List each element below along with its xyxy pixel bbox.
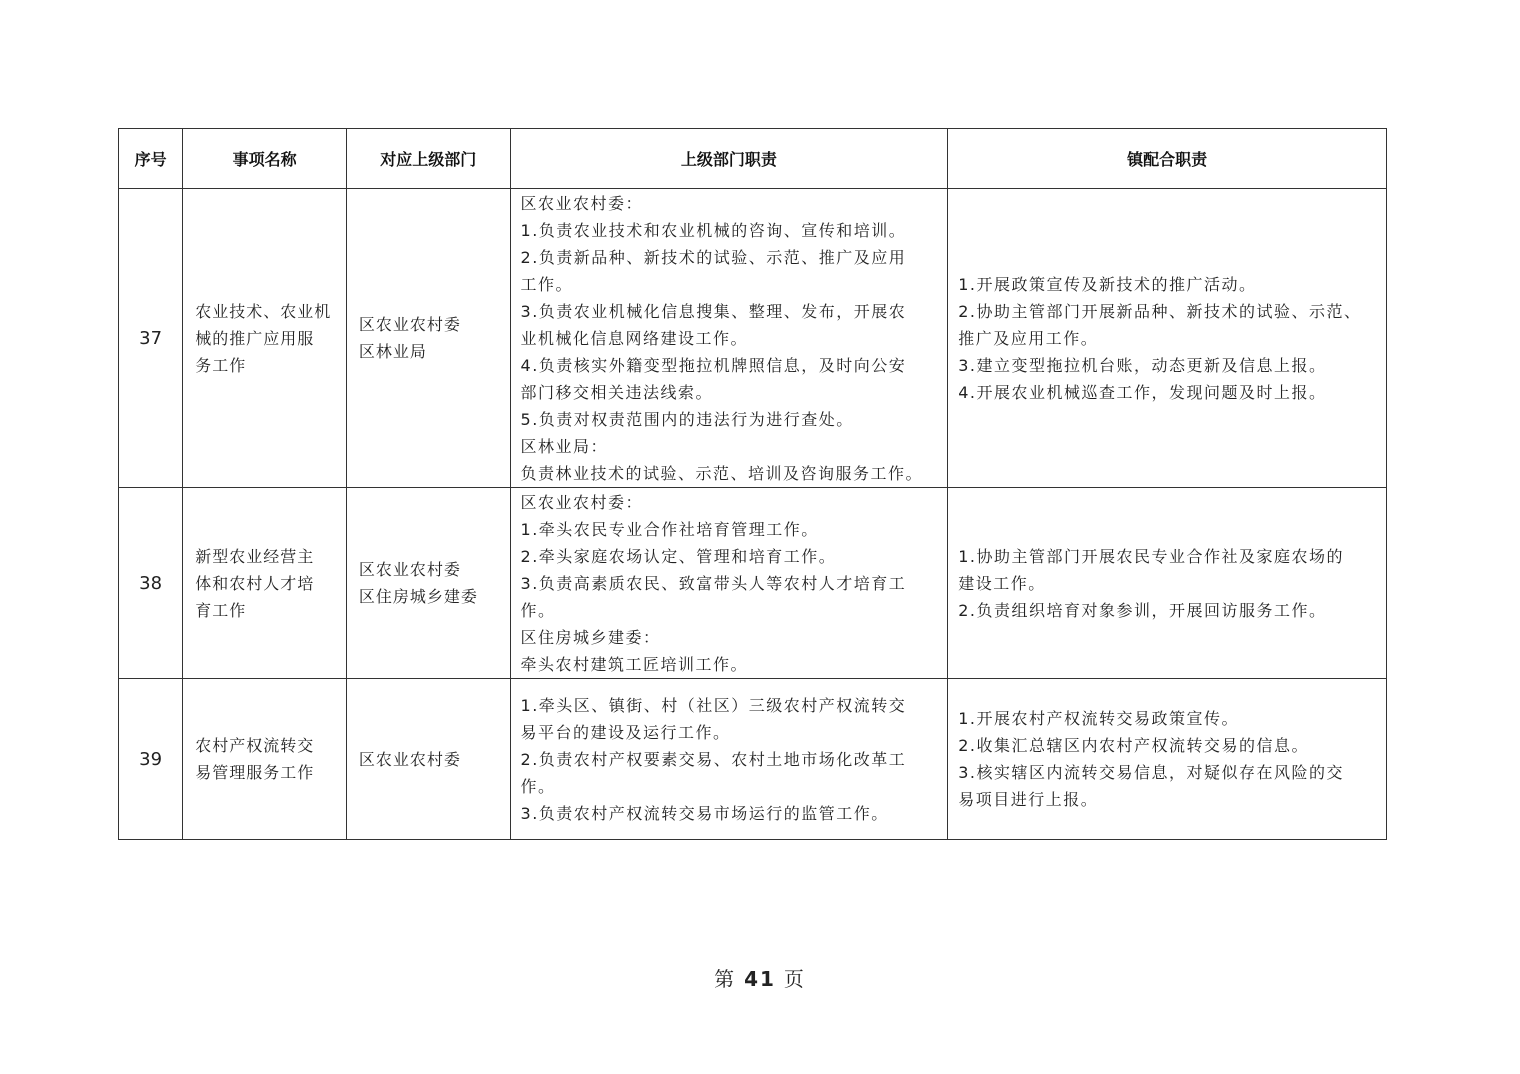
page-number-footer xyxy=(0,963,1520,992)
table-row xyxy=(119,679,1387,840)
row-number: 38 xyxy=(119,488,183,679)
town-duty: 1.开展政策宣传及新技术的推广活动。 2.协助主管部门开展新品种、新技术的试验、示范、 推广及应用工作。 3.建立变型拖拉机台账，动态更新及信息上报。 4.开展农业机械巡查工作，发现问题及时上报。 xyxy=(948,189,1387,488)
town-duty: 1.开展农村产权流转交易政策宣传。 2.收集汇总辖区内农村产权流转交易的信息。 3.核实辖区内流转交易信息，对疑似存在风险的交 易项目进行上报。 xyxy=(948,679,1387,840)
item-name: 农业技术、农业机 械的推广应用服 务工作 xyxy=(183,189,347,488)
table-row xyxy=(119,189,1387,488)
page-prefix: 第 xyxy=(714,967,737,991)
superior-dept: 区农业农村委 xyxy=(346,679,510,840)
item-name: 农村产权流转交 易管理服务工作 xyxy=(183,679,347,840)
superior-dept: 区农业农村委 区林业局 xyxy=(346,189,510,488)
header-town: 镇配合职责 xyxy=(948,129,1387,189)
table-row xyxy=(119,488,1387,679)
header-duty: 上级部门职责 xyxy=(510,129,948,189)
superior-duty: 区农业农村委： 1.牵头农民专业合作社培育管理工作。 2.牵头家庭农场认定、管理和培育工作。 3.负责高素质农民、致富带头人等农村人才培育工 作。 区住房城乡建委： 牵头农村建筑工匠培训工作。 xyxy=(510,488,948,679)
town-duty: 1.协助主管部门开展农民专业合作社及家庭农场的 建设工作。 2.负责组织培育对象参训，开展回访服务工作。 xyxy=(948,488,1387,679)
superior-duty: 区农业农村委： 1.负责农业技术和农业机械的咨询、宣传和培训。 2.负责新品种、新技术的试验、示范、推广及应用 工作。 3.负责农业机械化信息搜集、整理、发布，开展农 业机械化信息网络建设工作。 4.负责核实外籍变型拖拉机牌照信息，及时向公安 部门移交相关违法线索。 5.负责对权责范围内的违法行为进行查处。 区林业局： 负责林业技术的试验、示范、培训及咨询服务工作。 xyxy=(510,189,948,488)
page-number: 41 xyxy=(744,967,776,991)
item-name: 新型农业经营主 体和农村人才培 育工作 xyxy=(183,488,347,679)
header-no: 序号 xyxy=(119,129,183,189)
table-header-row xyxy=(119,129,1387,189)
responsibility-table xyxy=(118,128,1387,840)
superior-duty: 1.牵头区、镇街、村（社区）三级农村产权流转交 易平台的建设及运行工作。 2.负责农村产权要素交易、农村土地市场化改革工 作。 3.负责农村产权流转交易市场运行的监管工作。 xyxy=(510,679,948,840)
header-dept: 对应上级部门 xyxy=(346,129,510,189)
header-name: 事项名称 xyxy=(183,129,347,189)
superior-dept: 区农业农村委 区住房城乡建委 xyxy=(346,488,510,679)
page-suffix: 页 xyxy=(783,967,806,991)
row-number: 39 xyxy=(119,679,183,840)
row-number: 37 xyxy=(119,189,183,488)
